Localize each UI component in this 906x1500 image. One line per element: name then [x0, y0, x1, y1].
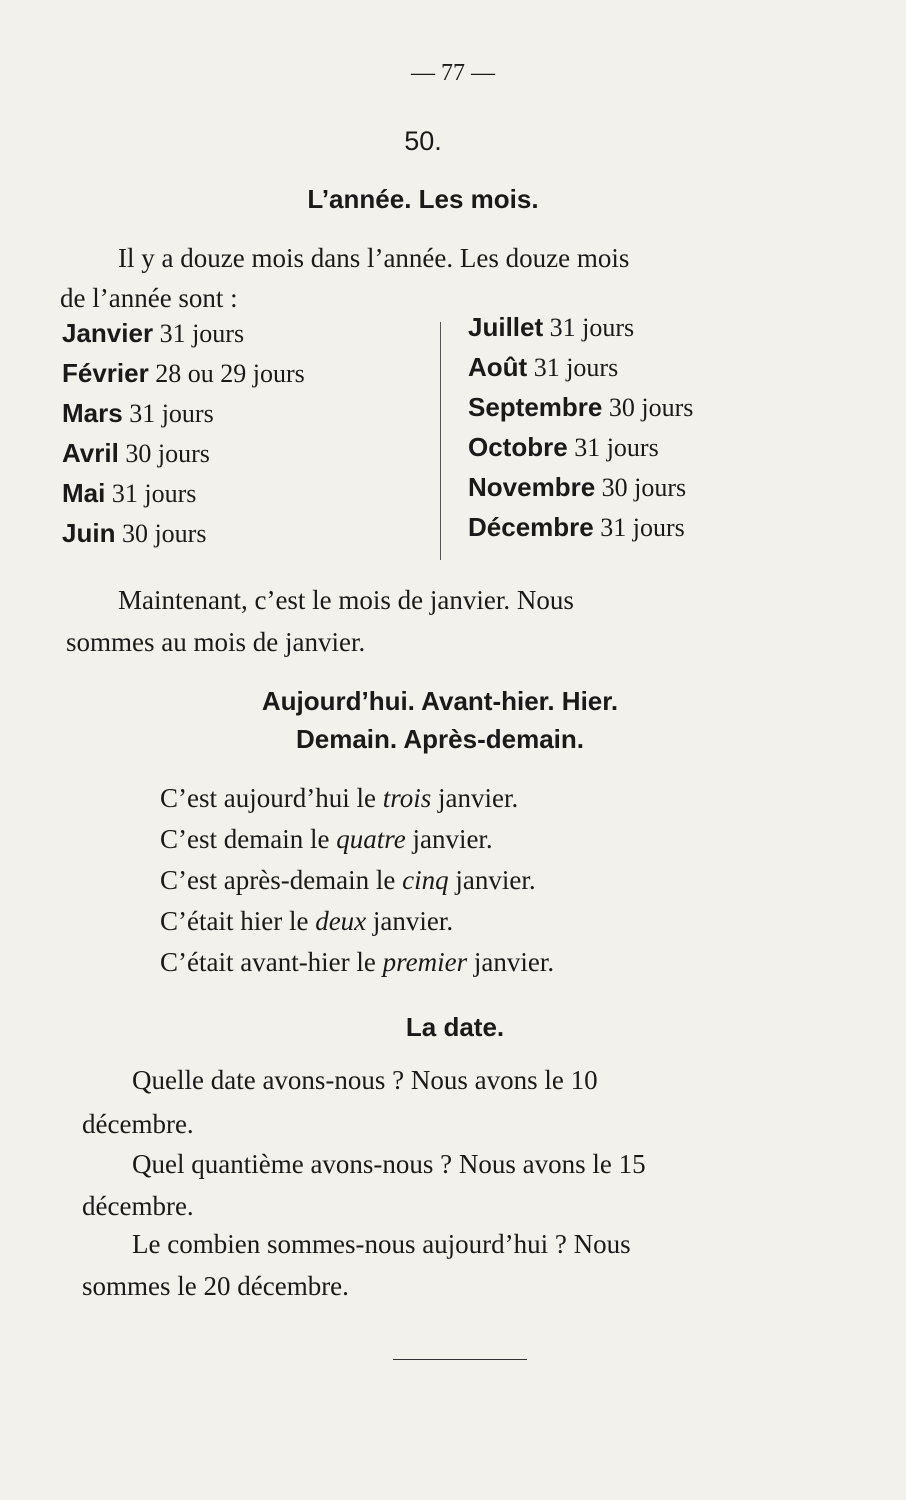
month-name: Novembre [468, 472, 596, 502]
month-days: 31 jours [111, 479, 197, 508]
month-row [62, 438, 305, 478]
column-divider [440, 322, 441, 560]
question-1-line-1: Quelle date avons-nous ? Nous avons le 10 [132, 1065, 598, 1095]
months-right-column [468, 312, 693, 552]
now-line-1: Maintenant, c’est le mois de janvier. Nous [118, 585, 574, 615]
month-name: Mai [62, 478, 106, 508]
month-days: 31 jours [600, 513, 685, 542]
month-days: 30 jours [121, 519, 207, 548]
month-name: Février [62, 358, 149, 388]
heading-date: La date. [405, 1012, 505, 1042]
month-days: 31 jours [549, 313, 635, 342]
end-rule [393, 1359, 527, 1360]
month-days: 30 jours [601, 473, 687, 502]
sentence: C’est après-demain le cinq janvier. [160, 865, 536, 895]
month-row [468, 392, 693, 432]
month-row [468, 472, 693, 512]
emphasis-word: quatre [336, 824, 406, 854]
month-row [62, 478, 305, 518]
month-days: 30 jours [125, 439, 210, 468]
month-name: Septembre [468, 392, 603, 422]
question-3-line-2: sommes le 20 décembre. [82, 1271, 349, 1301]
question-1-line-2: décembre. [82, 1109, 194, 1139]
emphasis-word: premier [382, 947, 468, 977]
question-2-line-2: décembre. [82, 1191, 194, 1221]
months-left-column [62, 318, 305, 558]
month-days: 31 jours [533, 353, 619, 382]
month-row [62, 318, 305, 358]
month-days: 31 jours [574, 433, 659, 462]
question-2-line-1: Quel quantième avons-nous ? Nous avons le 15 [132, 1149, 646, 1179]
intro-line-1: Il y a douze mois dans l’année. Les douze mois [118, 243, 630, 273]
month-row [468, 432, 693, 472]
page-number: — 77 — [411, 60, 495, 86]
heading-days-line-1: Aujourd’hui. Avant-hier. Hier. [261, 686, 619, 716]
sentence: C’est aujourd’hui le trois janvier. [160, 783, 519, 813]
month-name: Octobre [468, 432, 568, 462]
month-row [62, 518, 305, 558]
month-name: Juillet [468, 312, 544, 342]
heading-year-months: L’année. Les mois. [307, 184, 539, 214]
sentence: C’était avant-hier le premier janvier. [160, 947, 555, 977]
question-3-line-1: Le combien sommes-nous aujourd’hui ? Nous [132, 1229, 631, 1259]
month-name: Janvier [62, 318, 154, 348]
heading-days-line-2: Demain. Après-demain. [295, 724, 584, 754]
month-name: Avril [62, 438, 119, 468]
month-row [62, 398, 305, 438]
month-name: Mars [62, 398, 123, 428]
emphasis-word: trois [382, 783, 432, 813]
month-days: 28 ou 29 jours [155, 359, 305, 388]
now-line-2: sommes au mois de janvier. [66, 627, 366, 657]
sentence: C’était hier le deux janvier. [160, 906, 454, 936]
emphasis-word: cinq [402, 865, 449, 895]
month-days: 31 jours [159, 319, 245, 348]
intro-line-2: de l’année sont : [60, 283, 238, 313]
month-name: Juin [62, 518, 116, 548]
month-row [468, 312, 693, 352]
month-days: 30 jours [608, 393, 694, 422]
example-sentences [160, 778, 554, 983]
month-days: 31 jours [129, 399, 214, 428]
sentence: C’est demain le quatre janvier. [160, 824, 493, 854]
month-name: Août [468, 352, 528, 382]
emphasis-word: deux [315, 906, 367, 936]
month-row [62, 358, 305, 398]
month-row [468, 512, 693, 552]
month-name: Décembre [468, 512, 594, 542]
month-row [468, 352, 693, 392]
lesson-number: 50. [404, 126, 442, 156]
